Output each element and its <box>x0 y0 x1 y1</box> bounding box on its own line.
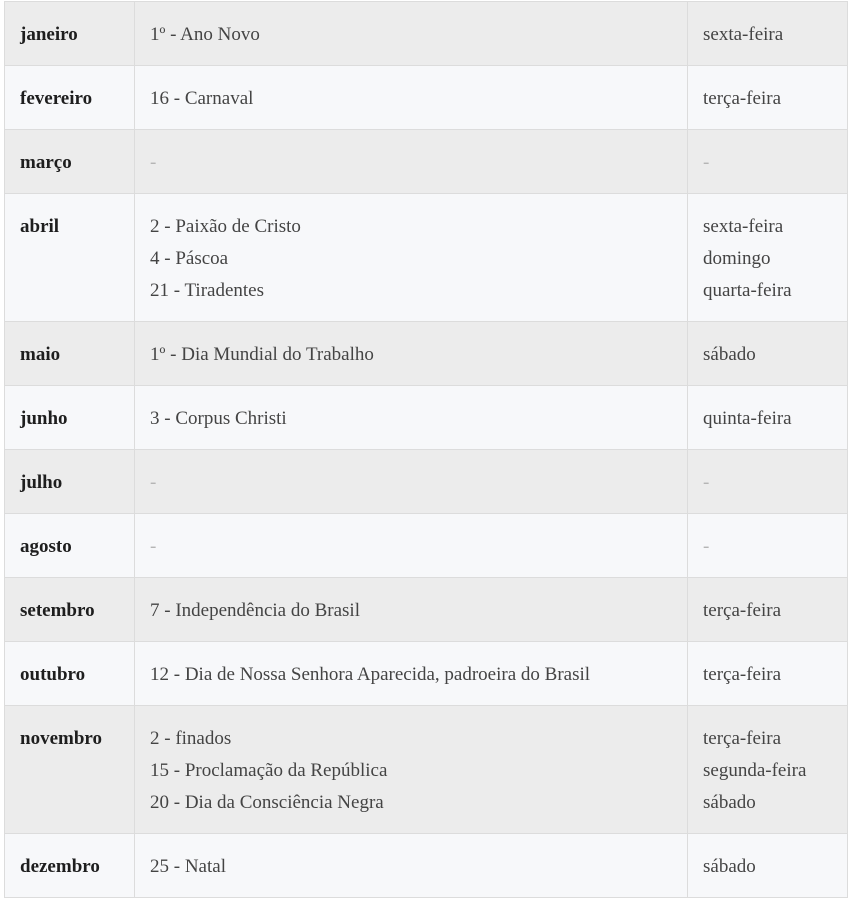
month-cell: agosto <box>5 514 135 578</box>
holiday-row-agosto <box>5 514 848 578</box>
holiday-entry: 4 - Páscoa <box>150 248 229 269</box>
month-cell: outubro <box>5 642 135 706</box>
holiday-cell <box>135 2 688 66</box>
holiday-row-janeiro <box>5 2 848 66</box>
holiday-row-abril <box>5 194 848 322</box>
weekday-cell <box>688 514 848 578</box>
holiday-row-outubro <box>5 642 848 706</box>
holiday-row-setembro <box>5 578 848 642</box>
holiday-entry: 3 - Corpus Christi <box>150 408 287 429</box>
weekday-entry: quarta-feira <box>703 280 792 301</box>
weekday-cell <box>688 706 848 834</box>
weekday-entry: sábado <box>703 344 756 365</box>
weekday-cell <box>688 450 848 514</box>
holiday-cell <box>135 834 688 898</box>
weekday-entry: sábado <box>703 856 756 877</box>
holiday-entry: 7 - Independência do Brasil <box>150 600 360 621</box>
holiday-entry: 25 - Natal <box>150 856 226 877</box>
month-cell: julho <box>5 450 135 514</box>
holiday-entry: 20 - Dia da Consciência Negra <box>150 792 384 813</box>
month-cell: novembro <box>5 706 135 834</box>
holiday-row-julho <box>5 450 848 514</box>
weekday-cell <box>688 642 848 706</box>
holiday-entry: 21 - Tiradentes <box>150 280 264 301</box>
holiday-row-novembro <box>5 706 848 834</box>
holiday-entry: 2 - finados <box>150 728 232 749</box>
weekday-cell <box>688 386 848 450</box>
weekday-cell <box>688 130 848 194</box>
weekday-cell <box>688 194 848 322</box>
holiday-entry: 12 - Dia de Nossa Senhora Aparecida, padroeira do Brasil <box>150 664 591 685</box>
holiday-cell <box>135 66 688 130</box>
holiday-cell <box>135 386 688 450</box>
weekday-entry: quinta-feira <box>703 408 792 429</box>
holiday-entry: 16 - Carnaval <box>150 88 254 109</box>
holiday-entry: 1º - Ano Novo <box>150 24 260 45</box>
weekday-cell <box>688 66 848 130</box>
holiday-entry: - <box>150 152 157 173</box>
weekday-entry: - <box>703 472 710 493</box>
weekday-entry: terça-feira <box>703 600 782 621</box>
weekday-cell <box>688 322 848 386</box>
holiday-cell <box>135 130 688 194</box>
holiday-row-fevereiro <box>5 66 848 130</box>
weekday-entry: segunda-feira <box>703 760 807 781</box>
weekday-cell <box>688 578 848 642</box>
holiday-table <box>4 1 848 898</box>
month-cell: janeiro <box>5 2 135 66</box>
holiday-cell <box>135 322 688 386</box>
month-cell: junho <box>5 386 135 450</box>
holiday-cell <box>135 194 688 322</box>
holiday-entry: - <box>150 536 157 557</box>
month-cell: março <box>5 130 135 194</box>
weekday-entry: terça-feira <box>703 88 782 109</box>
holiday-cell <box>135 642 688 706</box>
holiday-entry: 2 - Paixão de Cristo <box>150 216 301 237</box>
holiday-cell <box>135 514 688 578</box>
weekday-cell <box>688 834 848 898</box>
month-cell: fevereiro <box>5 66 135 130</box>
weekday-entry: domingo <box>703 248 771 269</box>
weekday-entry: sexta-feira <box>703 216 784 237</box>
holiday-table-body <box>5 2 848 898</box>
holiday-cell <box>135 578 688 642</box>
holiday-row-dezembro <box>5 834 848 898</box>
month-cell: maio <box>5 322 135 386</box>
weekday-entry: - <box>703 536 710 557</box>
weekday-entry: terça-feira <box>703 728 782 749</box>
holiday-entry: 1º - Dia Mundial do Trabalho <box>150 344 374 365</box>
weekday-cell <box>688 2 848 66</box>
month-cell: setembro <box>5 578 135 642</box>
weekday-entry: - <box>703 152 710 173</box>
holiday-row-maio <box>5 322 848 386</box>
holiday-entry: - <box>150 472 157 493</box>
holiday-cell <box>135 450 688 514</box>
weekday-entry: sábado <box>703 792 756 813</box>
weekday-entry: terça-feira <box>703 664 782 685</box>
holiday-row-março <box>5 130 848 194</box>
holiday-entry: 15 - Proclamação da República <box>150 760 388 781</box>
weekday-entry: sexta-feira <box>703 24 784 45</box>
holiday-row-junho <box>5 386 848 450</box>
month-cell: dezembro <box>5 834 135 898</box>
holiday-cell <box>135 706 688 834</box>
month-cell: abril <box>5 194 135 322</box>
